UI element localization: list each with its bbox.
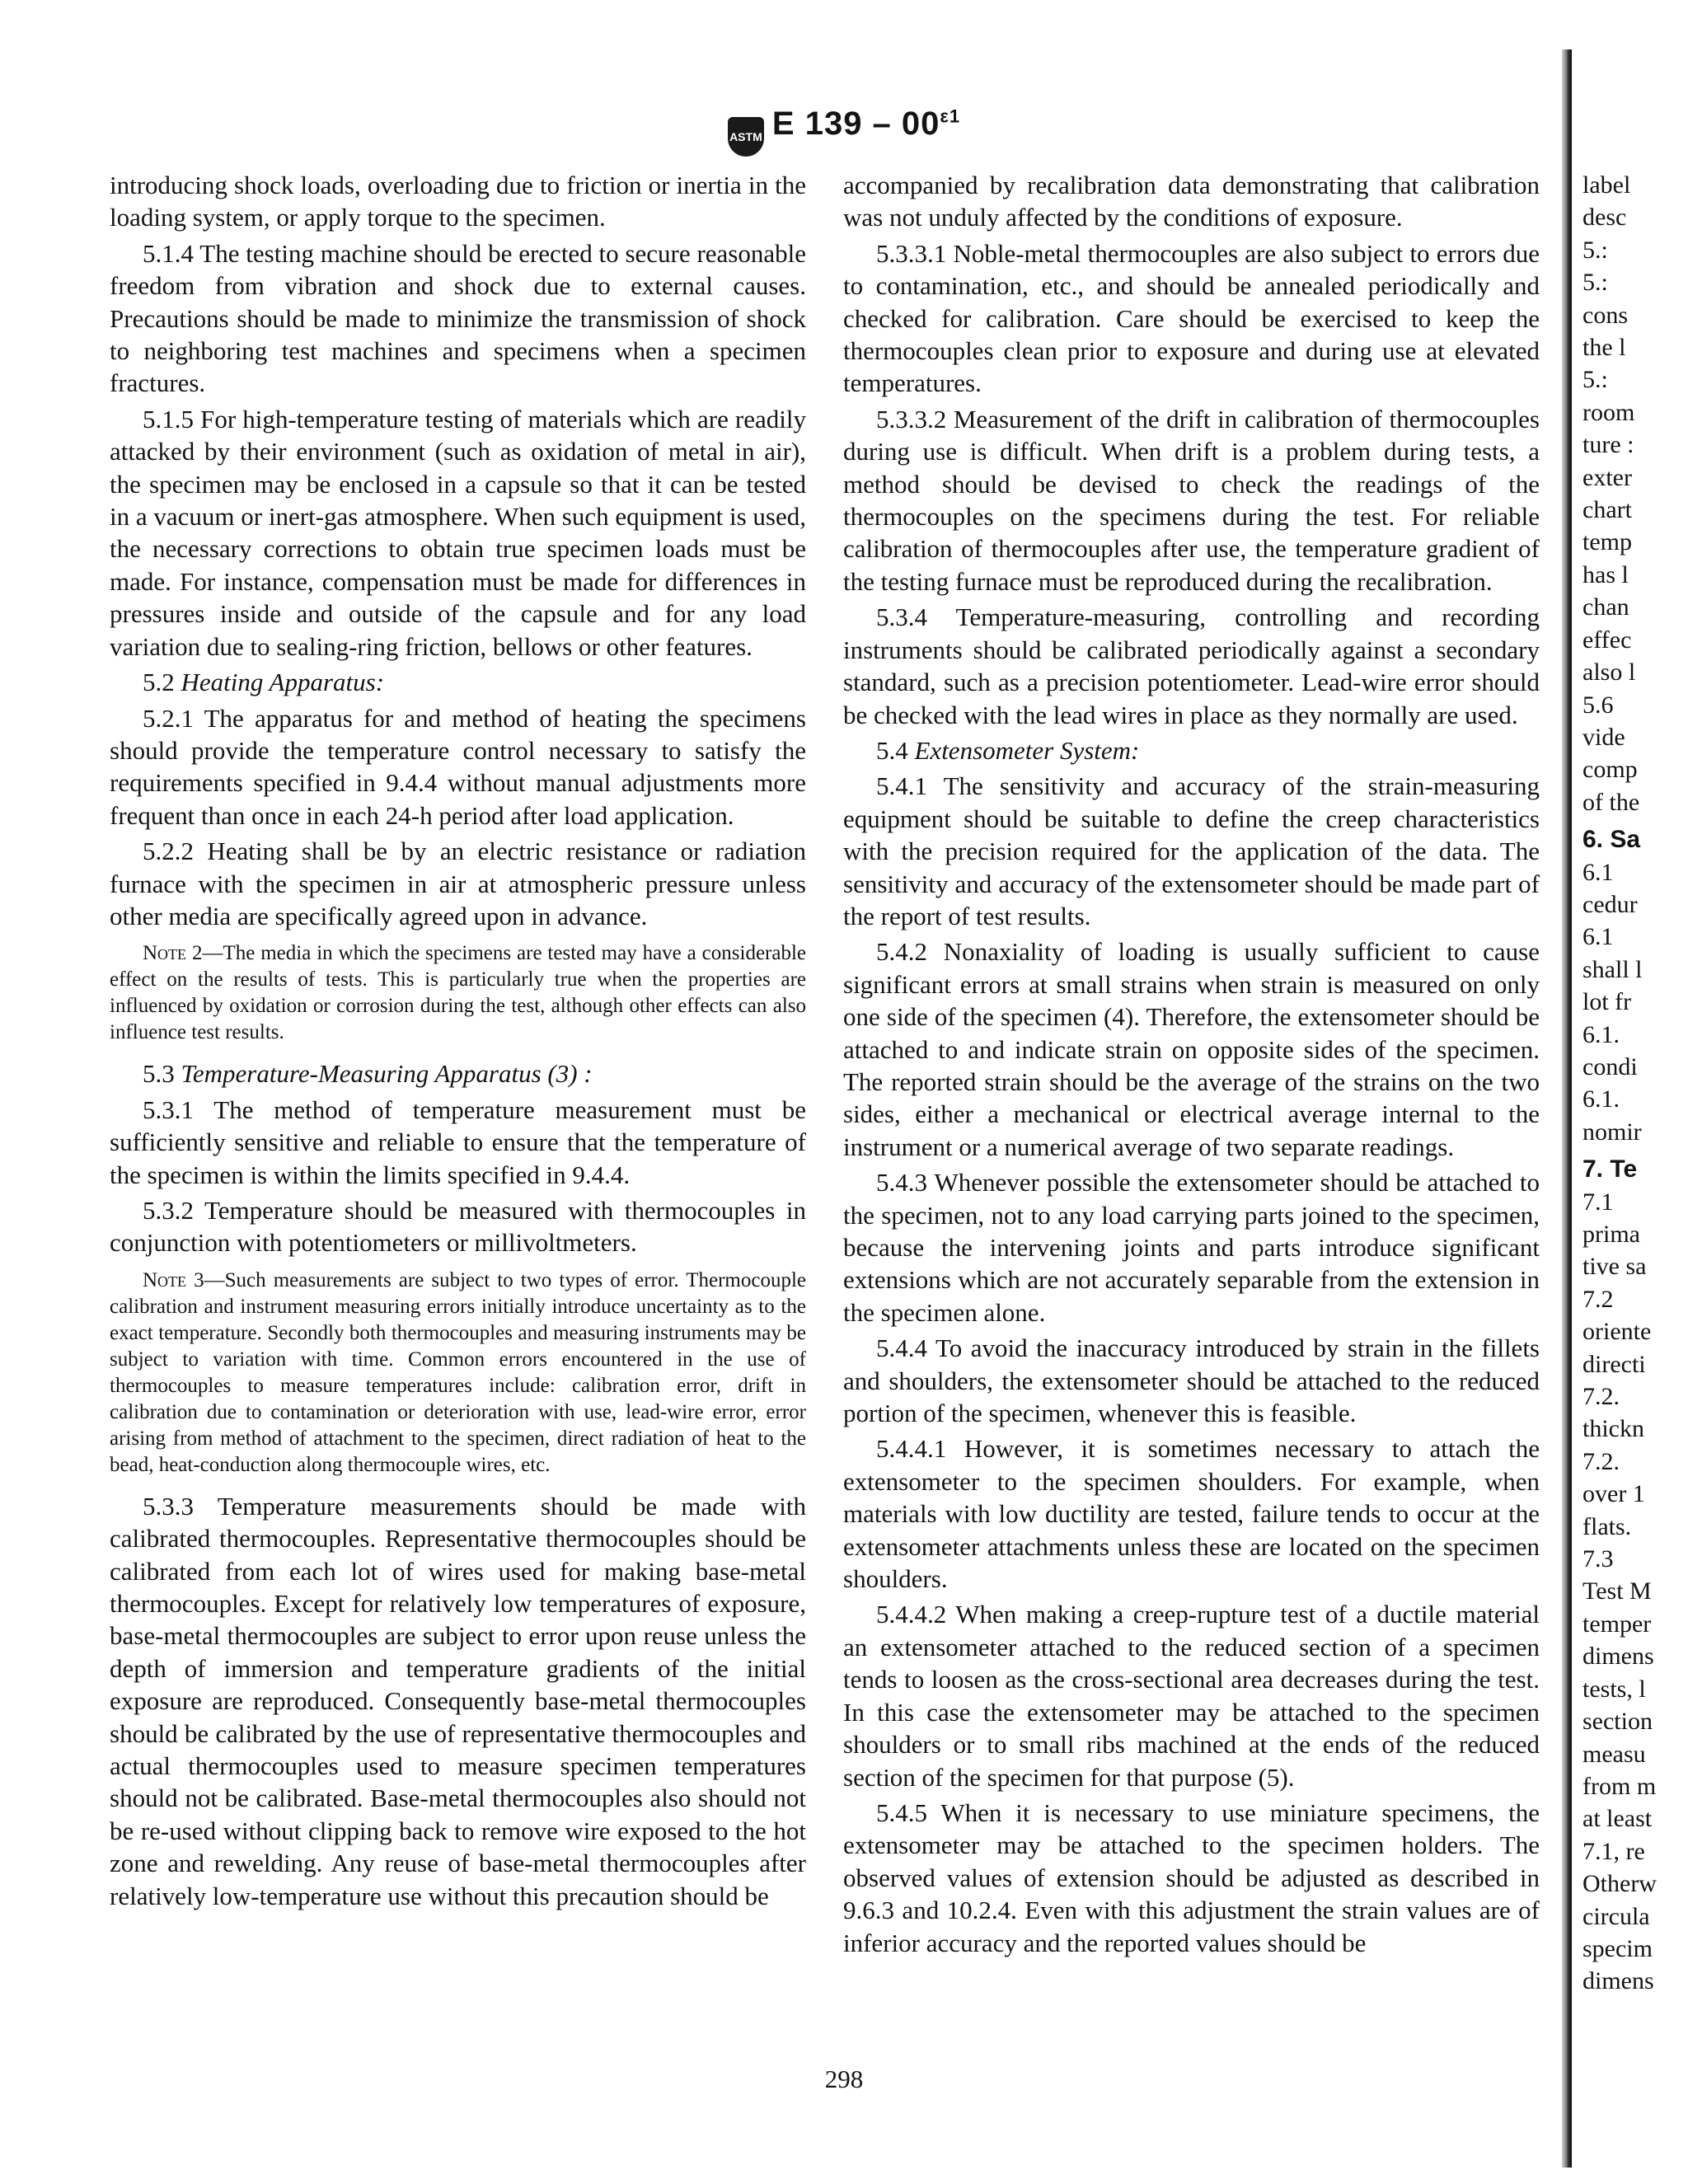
paragraph-5-4-3: 5.4.3 Whenever possible the extensometer should be attached to the specimen, not to any load carrying parts joined to the specimen, because the intervening joints and parts introduce significant extensions which are not accurately separable from the extension in the specimen alone. [843, 1168, 1540, 1327]
adjacent-page-line: cedur [1582, 890, 1638, 918]
section-heading-5-2 [110, 666, 806, 698]
adjacent-page-line: the l [1582, 334, 1626, 362]
adjacent-page-line: ture : [1582, 431, 1634, 459]
note-2 [110, 940, 806, 1046]
adjacent-page-line: 7. Te [1582, 1155, 1638, 1183]
paragraph-5-3-1: 5.3.1 The method of temperature measurement must be sufficiently sensitive and reliable to ensure that the temperature of the specimen is within the limits specified in 9.4.4. [110, 1094, 806, 1189]
adjacent-page-line: chan [1582, 593, 1629, 621]
document-header [0, 105, 1688, 157]
adjacent-page-line: condi [1582, 1052, 1638, 1080]
paragraph-5-4-4-1: 5.4.4.1 However, it is sometimes necessary to attach the extensometer to the specimen shoulders. For example, when materials with low ductility are tested, failure tends to occur at the extensometer attachments unless these are located on the specimen shoulders. [843, 1434, 1540, 1594]
paragraph-5-4-4: 5.4.4 To avoid the inaccuracy introduced by strain in the fillets and shoulders, the extensometer should be attached to the reduced portion of the specimen, whenever this is feasible. [843, 1333, 1540, 1428]
page-number: 298 [824, 2064, 864, 2093]
paragraph-5-1-4: 5.1.4 The testing machine should be erected to secure reasonable freedom from vibration and shock due to external causes. Precautions should be made to minimize the transmission of shock to neighboring test machines and specimens when a specimen fractures. [110, 238, 806, 398]
adjacent-page-line: cons [1582, 301, 1628, 329]
adjacent-page-line: flats. [1582, 1512, 1632, 1540]
adjacent-page-line: tests, l [1582, 1675, 1646, 1703]
adjacent-page-line: at least [1582, 1805, 1653, 1833]
section-number: 5.4 [876, 735, 908, 765]
adjacent-page-line: temp [1582, 528, 1632, 556]
adjacent-page-line: from m [1582, 1772, 1657, 1800]
adjacent-page-line: temper [1582, 1610, 1652, 1638]
adjacent-page-line: directi [1582, 1350, 1646, 1378]
adjacent-page-line: 6. Sa [1582, 826, 1641, 854]
section-title: Temperature-Measuring Apparatus (3) : [181, 1059, 593, 1089]
section-heading-5-4 [843, 734, 1540, 766]
adjacent-page-line: 5.: [1582, 366, 1608, 394]
adjacent-page-line: effec [1582, 626, 1632, 654]
adjacent-page-line: 6.1 [1582, 923, 1614, 951]
standard-designation: E 139 – 00 [771, 105, 940, 142]
adjacent-page-line: thickn [1582, 1415, 1644, 1443]
section-number: 5.2 [143, 668, 175, 697]
adjacent-page-line: 6.1. [1582, 1085, 1620, 1113]
adjacent-page-line: Otherw [1582, 1870, 1657, 1898]
section-number: 5.3 [143, 1059, 175, 1089]
adjacent-page-line: 6.1 [1582, 858, 1614, 886]
adjacent-page-line: nomir [1582, 1118, 1642, 1146]
adjacent-page-line: dimens [1582, 1967, 1654, 1995]
adjacent-page-line: 7.2. [1582, 1383, 1620, 1411]
section-title: Extensometer System: [914, 735, 1140, 765]
paragraph-5-4-4-2: 5.4.4.2 When making a creep-rupture test of a ductile material an extensometer attached to the reduced section of a specimen tends to loosen as the cross-sectional area decreases during the test. In this case the extensometer may be attached to the specimen shoulders or to small ribs machined at the ends of the reduced section of the specimen for that purpose (5). [843, 1600, 1540, 1792]
adjacent-page-line: 5.6 [1582, 691, 1614, 719]
adjacent-page-line: Test M [1582, 1577, 1652, 1605]
adjacent-page-line: exter [1582, 463, 1632, 491]
section-title: Heating Apparatus: [181, 668, 385, 697]
adjacent-page-line: prima [1582, 1221, 1640, 1248]
adjacent-page-line: 6.1. [1582, 1020, 1620, 1048]
paragraph: accompanied by recalibration data demonstrating that calibration was not unduly affected by the conditions of exposure. [843, 171, 1540, 232]
adjacent-page-line: lot fr [1582, 988, 1632, 1016]
note-3 [110, 1268, 806, 1479]
paragraph-5-3-3-1: 5.3.3.1 Noble-metal thermocouples are also subject to errors due to contamination, etc., and should be annealed periodically and checked for calibration. Care should be exercised to keep the thermocouples clean prior to exposure and during use at elevated temperatures. [843, 238, 1540, 398]
adjacent-page-line: oriente [1582, 1318, 1652, 1346]
paragraph-5-1-5: 5.1.5 For high-temperature testing of materials which are readily attacked by their environment (such as oxidation of metal in air), the specimen may be enclosed in a capsule so that it can be tested in a vacuum or inert-gas atmosphere. When such equipment is used, the necessary corrections to obtain true specimen loads must be made. For instance, compensation must be made for differences in pressures inside and outside of the capsule and for any load variation due to sealing-ring friction, bellows or other features. [110, 404, 806, 661]
adjacent-page-line: section [1582, 1708, 1653, 1736]
adjacent-page-line: vide [1582, 723, 1625, 751]
paragraph-5-4-1: 5.4.1 The sensitivity and accuracy of the strain-measuring equipment should be suitable to define the creep characteristics with the precision required for the application of the data. The sensitivity and accuracy of the extensometer should be made part of the report of test results. [843, 771, 1540, 930]
adjacent-page-line: shall l [1582, 955, 1643, 983]
paragraph-5-4-5: 5.4.5 When it is necessary to use miniature specimens, the extensometer may be attached to the specimen holders. The observed values of extension should be adjusted as described in 9.6.3 and 10.2.4. Even with this adjustment the strain values are of inferior accuracy and the reported values should be [843, 1797, 1540, 1957]
adjacent-page-line: 7.1 [1582, 1188, 1614, 1216]
note-label: Note 3 [143, 1268, 204, 1291]
adjacent-page-line: of the [1582, 788, 1640, 816]
section-heading-5-3 [110, 1057, 806, 1090]
paragraph-5-3-2: 5.3.2 Temperature should be measured with thermocouples in conjunction with potentiometers or millivoltmeters. [110, 1195, 806, 1258]
adjacent-page-line: room [1582, 398, 1635, 426]
adjacent-page-line: 7.1, re [1582, 1837, 1645, 1865]
designation-superscript: ε1 [940, 105, 961, 127]
page-binding-edge [1562, 49, 1572, 2168]
paragraph-5-3-4: 5.3.4 Temperature-measuring, controlling and recording instruments should be calibrated periodically against a secondary standard, such as a precision potentiometer. Lead-wire error should be checked with the lead wires in place as they normally are used. [843, 602, 1540, 729]
adjacent-page-line: desc [1582, 204, 1627, 232]
astm-logo-icon: ASTM [728, 117, 764, 157]
adjacent-page-line: circula [1582, 1902, 1650, 1930]
note-text: —The media in which the specimens are tested may have a considerable effect on the results of tests. This is particularly true when the properties are influenced by oxidation or corrosion during the test, although other effects can also influence test results. [110, 942, 807, 1044]
paragraph: introducing shock loads, overloading due to friction or inertia in the loading system, or apply torque to the specimen. [110, 171, 806, 232]
adjacent-page-line: label [1582, 171, 1631, 199]
adjacent-page-line: tive sa [1582, 1253, 1647, 1281]
adjacent-page-line: also l [1582, 658, 1636, 687]
adjacent-page-line: measu [1582, 1740, 1646, 1768]
adjacent-page-line: over 1 [1582, 1480, 1645, 1508]
adjacent-page-line: 7.2. [1582, 1447, 1620, 1475]
adjacent-page-line: chart [1582, 496, 1632, 524]
note-text: —Such measurements are subject to two types of error. Thermocouple calibration and instrument measuring errors initially introduce uncertainty as to the exact temperature. Secondly both thermocouples and measuring instruments may be subject to variation with time. Common errors encountered in the use of thermocouples to measure temperatures include: calibration error, drift in calibration due to contamination or deterioration with use, lead-wire error, error arising from method of attachment to the specimen, direct radiation of heat to the bead, heat-conduction along thermocouple wires, etc. [110, 1268, 806, 1476]
paragraph-5-4-2: 5.4.2 Nonaxiality of loading is usually sufficient to cause significant errors at small strains when strain is measured on only one side of the specimen (4). Therefore, the extensometer should be attached to and indicate strain on opposite sides of the specimen. The reported strain should be the average of the strains on the two sides, either a mechanical or electrical average internal to the instrument or a numerical average of two separate readings. [843, 937, 1540, 1161]
adjacent-page-line: dimens [1582, 1643, 1654, 1671]
paragraph-5-3-3-2: 5.3.3.2 Measurement of the drift in calibration of thermocouples during use is difficult. When drift is a problem during tests, a method should be devised to check the readings of the thermocouples on the specimens during the test. For reliable calibration of thermocouples after use, the temperature gradient of the testing furnace must be reproduced during the recalibration. [843, 404, 1540, 596]
right-column [843, 169, 1540, 1959]
adjacent-page-line: comp [1582, 756, 1638, 784]
note-label: Note 2 [143, 942, 203, 965]
paragraph-5-2-1: 5.2.1 The apparatus for and method of heating the specimens should provide the temperature control necessary to satisfy the requirements specified in 9.4.4 without manual adjustments more frequent than once in each 24-h period after load application. [110, 703, 806, 830]
adjacent-page-line: 5.: [1582, 236, 1608, 264]
left-column [110, 169, 806, 1912]
adjacent-page-fragment [1582, 169, 1688, 1998]
paragraph-5-3-3: 5.3.3 Temperature measurements should be made with calibrated thermocouples. Representative thermocouples should be calibrated from each lot of wires used for making base-metal thermocouples. Except for relatively low temperatures of exposure, base-metal thermocouples are subject to error upon reuse unless the depth of immersion and temperature gradients of the initial exposure are reproduced. Consequently base-metal thermocouples should be calibrated by the use of representative thermocouples and actual thermocouples used to measure specimen temperatures should not be calibrated. Base-metal thermocouples also should not be re-used without clipping back to remove wire exposed to the hot zone and rewelding. Any reuse of base-metal thermocouples after relatively low-temperature use without this precaution should be [110, 1491, 806, 1910]
adjacent-page-line: 7.3 [1582, 1545, 1614, 1573]
adjacent-page-line: specim [1582, 1934, 1653, 1962]
adjacent-page-line: 7.2 [1582, 1285, 1614, 1313]
adjacent-page-line: 5.: [1582, 269, 1608, 297]
adjacent-page-line: has l [1582, 560, 1629, 588]
paragraph-5-2-2: 5.2.2 Heating shall be by an electric resistance or radiation furnace with the specimen in air at atmospheric pressure unless other media are specifically agreed upon in advance. [110, 837, 806, 930]
